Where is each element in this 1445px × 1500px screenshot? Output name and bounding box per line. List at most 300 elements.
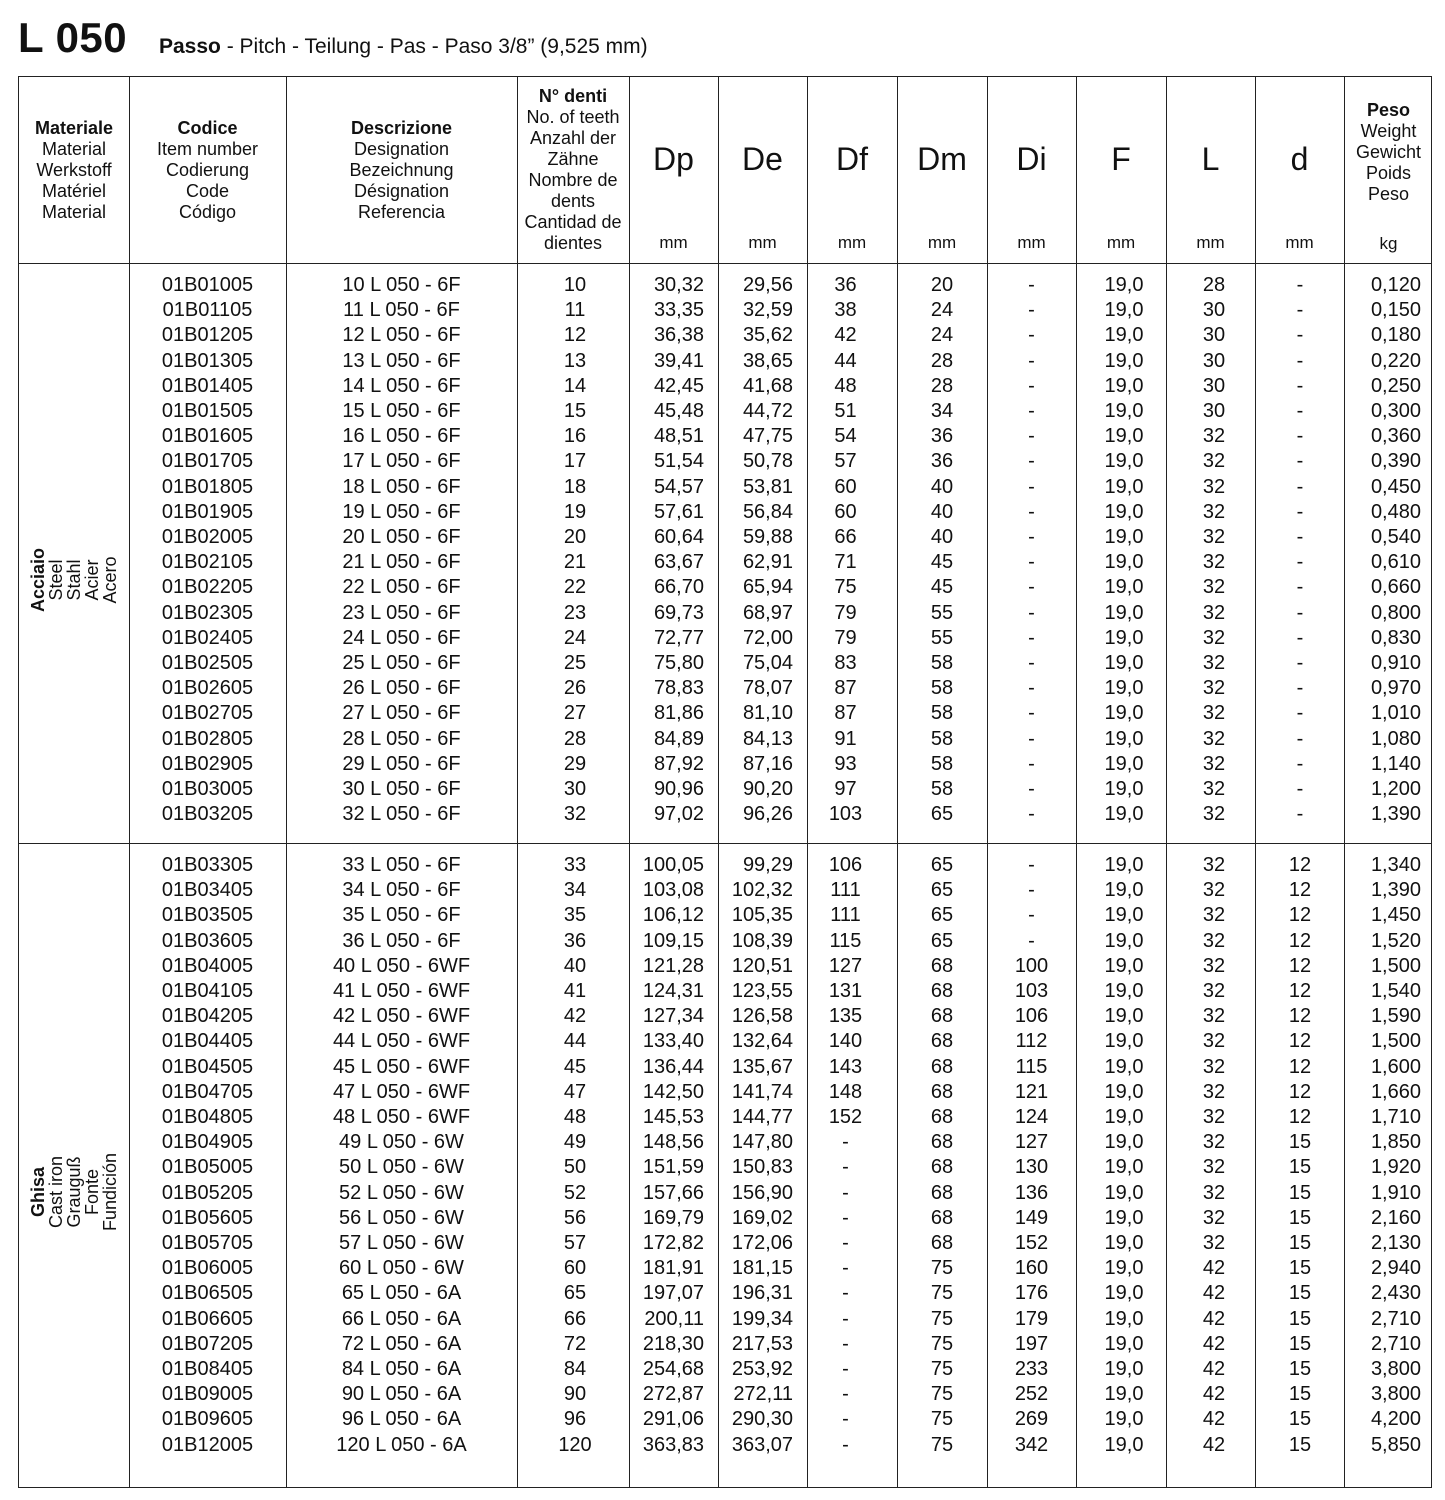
pitch-label: Passo: [159, 35, 221, 58]
cell-code: 01B02305: [161, 601, 254, 624]
cell-l: 32: [1202, 626, 1226, 649]
cell-description: 11 L 050 - 6F: [343, 299, 460, 322]
cell-description: 36 L 050 - 6F: [342, 929, 461, 952]
header-di: [987, 77, 1076, 263]
cell-dp: 30,32: [653, 274, 704, 296]
cell-weight: 0,540: [1370, 526, 1421, 548]
cell-df: -: [842, 1307, 849, 1330]
cell-l: 32: [1202, 1005, 1226, 1028]
cell-dp: 63,67: [653, 551, 704, 574]
header-label: Bezeichnung: [349, 159, 454, 180]
material-name: Acier: [82, 559, 102, 601]
cell-l: 30: [1202, 324, 1226, 347]
cell-d: -: [1296, 500, 1304, 523]
cell-l: 32: [1202, 677, 1226, 700]
cell-d: 12: [1288, 1106, 1312, 1128]
cell-df: 79: [834, 626, 857, 649]
cell-dp: 133,40: [642, 1030, 704, 1053]
cell-d: -: [1296, 349, 1304, 372]
cell-f: 19,0: [1104, 929, 1144, 952]
cell-l: 42: [1202, 1358, 1226, 1380]
cell-df: 60: [834, 500, 857, 523]
cell-de: 41,68: [742, 374, 793, 397]
cell-dp: 157,66: [642, 1181, 704, 1204]
cell-de: 172,06: [731, 1232, 793, 1254]
material-name: Fonte: [82, 1168, 102, 1216]
cell-description: 22 L 050 - 6F: [342, 576, 461, 599]
cell-l: 32: [1202, 727, 1226, 750]
table-row: [19, 651, 1433, 676]
cell-de: 181,15: [731, 1257, 793, 1280]
cell-de: 62,91: [742, 551, 793, 574]
header-descrizione: [286, 77, 517, 263]
cell-dm: 20: [930, 274, 954, 296]
cell-dm: 68: [930, 1030, 954, 1053]
table-row: [19, 449, 1433, 474]
cell-dp: 218,30: [642, 1332, 704, 1355]
cell-teeth: 40: [563, 954, 587, 977]
header-unit: mm: [748, 233, 777, 252]
cell-weight: 1,520: [1370, 929, 1421, 952]
header-label: No. of teeth: [526, 107, 620, 127]
cell-weight: 0,120: [1370, 274, 1421, 296]
cell-d: 12: [1288, 929, 1312, 952]
cell-f: 19,0: [1104, 1005, 1144, 1028]
cell-dp: 72,77: [653, 626, 704, 649]
cell-f: 19,0: [1104, 500, 1144, 523]
cell-d: -: [1296, 450, 1304, 473]
cell-de: 272,11: [733, 1383, 793, 1406]
cell-weight: 0,360: [1370, 425, 1421, 448]
cell-dm: 75: [930, 1257, 954, 1280]
cell-teeth: 36: [563, 929, 587, 952]
table-row: [19, 1382, 1433, 1407]
cell-de: 29,56: [742, 274, 793, 296]
cell-di: 103: [1014, 980, 1049, 1002]
cell-d: 12: [1288, 1030, 1312, 1053]
cell-weight: 1,920: [1370, 1156, 1421, 1179]
cell-de: 105,35: [731, 904, 793, 927]
table-row: [19, 1004, 1433, 1029]
header-label: dents: [550, 191, 596, 211]
cell-description: 120 L 050 - 6A: [336, 1433, 467, 1456]
cell-description: 40 L 050 - 6WF: [332, 954, 471, 977]
cell-d: -: [1296, 778, 1304, 800]
cell-f: 19,0: [1104, 551, 1144, 574]
cell-dp: 75,80: [653, 652, 704, 674]
header-unit: mm: [1285, 233, 1314, 252]
cell-weight: 0,450: [1370, 475, 1421, 498]
cell-di: -: [1028, 727, 1035, 750]
cell-df: 111: [830, 879, 861, 902]
cell-de: 120,51: [731, 954, 793, 977]
pitch-subtitle: [159, 35, 648, 59]
cell-teeth: 41: [563, 980, 587, 1002]
cell-code: 01B02705: [161, 702, 254, 725]
cell-code: 01B06005: [161, 1257, 254, 1280]
cell-f: 19,0: [1104, 1257, 1144, 1280]
cell-df: -: [842, 1383, 849, 1406]
cell-teeth: 49: [563, 1131, 587, 1154]
cell-description: 96 L 050 - 6A: [341, 1408, 462, 1431]
table-row: [19, 575, 1433, 600]
cell-teeth: 96: [563, 1408, 587, 1431]
cell-dm: 68: [930, 1106, 954, 1128]
cell-df: -: [842, 1408, 849, 1431]
header-unit: mm: [659, 233, 688, 252]
cell-l: 42: [1202, 1257, 1226, 1280]
cell-de: 199,34: [731, 1307, 793, 1330]
cell-d: 12: [1288, 904, 1312, 927]
cell-dm: 40: [930, 526, 954, 548]
cell-di: 124: [1014, 1106, 1049, 1128]
cell-di: 176: [1014, 1282, 1049, 1305]
header-symbol: Di: [1016, 141, 1047, 177]
cell-dm: 68: [930, 1005, 954, 1028]
cell-f: 19,0: [1104, 274, 1144, 296]
cell-d: 12: [1288, 854, 1312, 876]
cell-df: 91: [834, 727, 857, 750]
header-symbol: Dm: [917, 141, 967, 177]
cell-weight: 1,660: [1370, 1080, 1421, 1103]
cell-description: 18 L 050 - 6F: [342, 475, 461, 498]
cell-dm: 40: [930, 475, 954, 498]
cell-f: 19,0: [1104, 1232, 1144, 1254]
cell-l: 32: [1202, 652, 1226, 674]
cell-dp: 148,56: [642, 1131, 704, 1154]
cell-description: 12 L 050 - 6F: [342, 324, 461, 347]
cell-weight: 2,710: [1370, 1332, 1421, 1355]
header-label: Material: [41, 201, 107, 222]
cell-dm: 75: [930, 1332, 954, 1355]
cell-de: 81,10: [742, 702, 793, 725]
cell-f: 19,0: [1104, 576, 1144, 599]
cell-dp: 100,05: [642, 854, 704, 876]
header-unit: mm: [927, 233, 957, 252]
header-denti: [517, 77, 629, 263]
cell-l: 30: [1202, 299, 1226, 322]
cell-weight: 1,710: [1370, 1106, 1421, 1128]
cell-df: 83: [834, 652, 857, 674]
cell-dm: 68: [930, 1131, 954, 1154]
cell-l: 32: [1202, 854, 1226, 876]
cell-code: 01B01505: [161, 400, 254, 422]
cell-weight: 5,850: [1370, 1433, 1421, 1456]
cell-dm: 34: [930, 400, 954, 422]
cell-code: 01B01405: [161, 374, 254, 397]
cell-teeth: 52: [563, 1181, 587, 1204]
cell-dm: 65: [930, 904, 954, 927]
cell-dp: 97,02: [653, 803, 704, 826]
cell-description: 30 L 050 - 6F: [342, 778, 461, 800]
cell-description: 90 L 050 - 6A: [341, 1383, 462, 1406]
cell-weight: 1,850: [1370, 1131, 1421, 1154]
cell-weight: 1,080: [1370, 727, 1421, 750]
cell-dp: 145,53: [642, 1106, 704, 1128]
header-divider: [19, 263, 1431, 264]
cell-di: -: [1028, 475, 1035, 498]
cell-dm: 75: [930, 1383, 954, 1406]
cell-de: 53,81: [742, 475, 793, 498]
table-row: [19, 374, 1433, 399]
cell-de: 65,94: [742, 576, 793, 599]
cell-f: 19,0: [1104, 299, 1144, 322]
cell-de: 363,07: [731, 1433, 793, 1456]
cell-weight: 0,830: [1370, 626, 1421, 649]
cell-dp: 109,15: [642, 929, 704, 952]
cell-di: -: [1028, 374, 1035, 397]
cell-code: 01B04105: [161, 980, 254, 1002]
cell-dm: 55: [930, 626, 954, 649]
table-row: [19, 273, 1433, 298]
cell-l: 42: [1202, 1433, 1226, 1456]
cell-dp: 87,92: [653, 752, 704, 775]
header-symbol: Dp: [653, 141, 694, 177]
table-row: [19, 1433, 1433, 1458]
cell-di: -: [1028, 652, 1035, 674]
cell-dm: 58: [930, 752, 954, 775]
cell-code: 01B01205: [161, 324, 254, 347]
cell-weight: 1,540: [1370, 980, 1421, 1002]
cell-de: 68,97: [742, 601, 793, 624]
cell-description: 47 L 050 - 6WF: [332, 1080, 471, 1103]
cell-f: 19,0: [1104, 1433, 1144, 1456]
cell-dm: 58: [930, 677, 954, 700]
cell-weight: 1,340: [1370, 854, 1421, 876]
table-row: [19, 424, 1433, 449]
cell-l: 32: [1202, 879, 1226, 902]
cell-teeth: 24: [563, 626, 587, 649]
header-unit: mm: [1106, 233, 1136, 252]
cell-weight: 0,800: [1370, 601, 1421, 624]
cell-description: 25 L 050 - 6F: [342, 652, 461, 674]
page-title: L 050: [18, 14, 128, 61]
table-row: [19, 676, 1433, 701]
cell-description: 84 L 050 - 6A: [341, 1358, 462, 1380]
cell-teeth: 19: [563, 500, 587, 523]
cell-di: 136: [1014, 1181, 1049, 1204]
cell-d: 12: [1288, 1005, 1312, 1028]
header-label: Codice: [177, 117, 238, 138]
cell-de: 196,31: [731, 1282, 793, 1305]
cell-d: -: [1296, 425, 1304, 448]
cell-di: -: [1028, 500, 1035, 523]
header-label: Codierung: [165, 159, 250, 180]
cell-dp: 200,11: [644, 1307, 704, 1330]
cell-l: 32: [1202, 526, 1226, 548]
header-symbol: De: [742, 141, 783, 177]
cell-description: 10 L 050 - 6F: [342, 274, 461, 296]
table-row: [19, 1080, 1433, 1105]
cell-code: 01B04505: [161, 1055, 254, 1078]
cell-de: 108,39: [731, 929, 793, 952]
cell-l: 32: [1202, 576, 1226, 599]
cell-de: 253,92: [731, 1358, 793, 1380]
cell-description: 49 L 050 - 6W: [339, 1131, 464, 1154]
cell-code: 01B05605: [161, 1206, 254, 1229]
table-row: [19, 601, 1433, 626]
header-symbol: F: [1111, 141, 1131, 177]
material-name: Cast iron: [46, 1155, 66, 1229]
cell-di: 252: [1014, 1383, 1049, 1406]
cell-di: 269: [1014, 1408, 1049, 1431]
cell-de: 87,16: [742, 752, 793, 775]
cell-di: -: [1028, 626, 1035, 649]
cell-description: 28 L 050 - 6F: [342, 727, 461, 750]
cell-teeth: 48: [563, 1106, 587, 1128]
cell-de: 78,07: [742, 677, 793, 700]
cell-d: -: [1296, 475, 1304, 498]
header-label: N° denti: [538, 86, 608, 106]
cell-di: 112: [1015, 1030, 1048, 1053]
cell-l: 30: [1202, 400, 1226, 422]
table-row: [19, 929, 1433, 954]
cell-dm: 75: [930, 1307, 954, 1330]
cell-description: 17 L 050 - 6F: [342, 450, 461, 473]
cell-description: 24 L 050 - 6F: [342, 626, 461, 649]
cell-de: 32,59: [742, 299, 793, 322]
cell-dm: 58: [930, 702, 954, 725]
cell-l: 42: [1202, 1332, 1226, 1355]
header-label: Código: [178, 201, 237, 222]
cell-df: 131: [828, 980, 863, 1002]
table-row: [19, 777, 1433, 802]
cell-description: 50 L 050 - 6W: [339, 1156, 464, 1179]
cell-code: 01B07205: [161, 1332, 254, 1355]
cell-l: 32: [1202, 1131, 1226, 1154]
cell-dm: 28: [930, 349, 954, 372]
cell-dp: 136,44: [642, 1055, 704, 1078]
cell-de: 38,65: [742, 349, 793, 372]
pitch-text: - Pitch - Teilung - Pas - Paso 3/8” (9,525 mm): [220, 35, 648, 58]
table-row: [19, 1256, 1433, 1281]
cell-code: 01B02105: [161, 551, 254, 574]
cell-d: -: [1296, 652, 1304, 674]
cell-d: -: [1296, 374, 1304, 397]
cell-di: -: [1028, 400, 1035, 422]
cell-weight: 0,610: [1370, 551, 1421, 574]
cell-de: 144,77: [731, 1106, 793, 1128]
cell-code: 01B02205: [161, 576, 254, 599]
material-name: Acciaio: [28, 547, 48, 613]
cell-dm: 65: [930, 803, 954, 826]
cell-df: 93: [834, 752, 857, 775]
cell-d: -: [1296, 752, 1304, 775]
cell-df: 44: [834, 349, 857, 372]
table-row: [19, 853, 1433, 878]
cell-dm: 68: [930, 980, 954, 1002]
table-row: [19, 1407, 1433, 1432]
cell-description: 56 L 050 - 6W: [339, 1206, 464, 1229]
cell-code: 01B04205: [161, 1005, 254, 1028]
cell-code: 01B03005: [161, 778, 254, 800]
cell-f: 19,0: [1104, 854, 1144, 876]
cell-d: 15: [1288, 1206, 1312, 1229]
cell-l: 32: [1202, 702, 1226, 725]
cell-teeth: 34: [563, 879, 587, 902]
cell-description: 20 L 050 - 6F: [342, 526, 461, 548]
cell-dp: 33,35: [653, 299, 704, 322]
cell-teeth: 56: [563, 1206, 587, 1229]
header-label: Materiale: [34, 117, 114, 138]
header-unit: kg: [1379, 234, 1398, 253]
cell-description: 48 L 050 - 6WF: [332, 1106, 471, 1128]
cell-f: 19,0: [1104, 1332, 1144, 1355]
cell-weight: 1,390: [1370, 879, 1421, 902]
cell-dm: 75: [930, 1282, 954, 1305]
header-label: Anzahl der: [529, 128, 617, 148]
cell-description: 57 L 050 - 6W: [339, 1232, 464, 1254]
cell-description: 42 L 050 - 6WF: [332, 1005, 471, 1028]
table-row: [19, 1332, 1433, 1357]
cell-weight: 0,910: [1370, 652, 1421, 674]
header-peso: [1344, 77, 1433, 263]
cell-dm: 36: [930, 450, 954, 473]
header-label: Désignation: [353, 180, 450, 201]
cell-df: 54: [834, 425, 857, 448]
cell-weight: 0,150: [1370, 299, 1421, 322]
cell-df: 75: [834, 576, 857, 599]
cell-dm: 24: [930, 324, 954, 347]
table-row: [19, 1181, 1433, 1206]
cell-code: 01B01105: [162, 299, 253, 322]
cell-weight: 2,130: [1370, 1232, 1421, 1254]
cell-weight: 3,800: [1370, 1358, 1421, 1380]
material-name: Fundición: [100, 1152, 120, 1232]
cell-d: -: [1296, 551, 1304, 574]
cell-dm: 28: [930, 374, 954, 397]
cell-df: 87: [834, 702, 857, 725]
cell-teeth: 21: [563, 551, 587, 574]
cell-l: 30: [1202, 349, 1226, 372]
cell-description: 72 L 050 - 6A: [341, 1332, 462, 1355]
header-label: Item number: [156, 138, 259, 159]
cell-di: -: [1028, 752, 1035, 775]
cell-dp: 39,41: [653, 349, 704, 372]
cell-di: -: [1028, 425, 1035, 448]
group-divider: [19, 843, 1431, 844]
header-dm: [897, 77, 987, 263]
cell-weight: 0,220: [1370, 349, 1421, 372]
cell-f: 19,0: [1104, 803, 1144, 826]
cell-de: 84,13: [742, 727, 793, 750]
header-unit: mm: [1017, 233, 1046, 252]
table-row: [19, 752, 1433, 777]
cell-description: 26 L 050 - 6F: [342, 677, 461, 700]
table-row: [19, 349, 1433, 374]
cell-f: 19,0: [1104, 1131, 1144, 1154]
cell-df: -: [842, 1156, 849, 1179]
cell-df: 57: [834, 450, 857, 473]
cell-weight: 2,160: [1370, 1206, 1421, 1229]
cell-dp: 57,61: [653, 500, 704, 523]
cell-weight: 1,200: [1370, 778, 1421, 800]
cell-weight: 1,140: [1370, 752, 1421, 775]
cell-di: -: [1028, 702, 1035, 725]
cell-di: 152: [1014, 1232, 1049, 1254]
cell-code: 01B03205: [161, 803, 254, 826]
table-row: [19, 903, 1433, 928]
cell-dp: 181,91: [642, 1257, 704, 1280]
table-row: [19, 1206, 1433, 1231]
cell-d: 15: [1288, 1181, 1312, 1204]
header-label: Peso: [1366, 100, 1411, 120]
header-symbol: d: [1290, 141, 1309, 177]
cell-teeth: 65: [563, 1282, 587, 1305]
cell-weight: 4,200: [1370, 1408, 1421, 1431]
cell-de: 35,62: [742, 324, 793, 347]
cell-f: 19,0: [1104, 324, 1144, 347]
